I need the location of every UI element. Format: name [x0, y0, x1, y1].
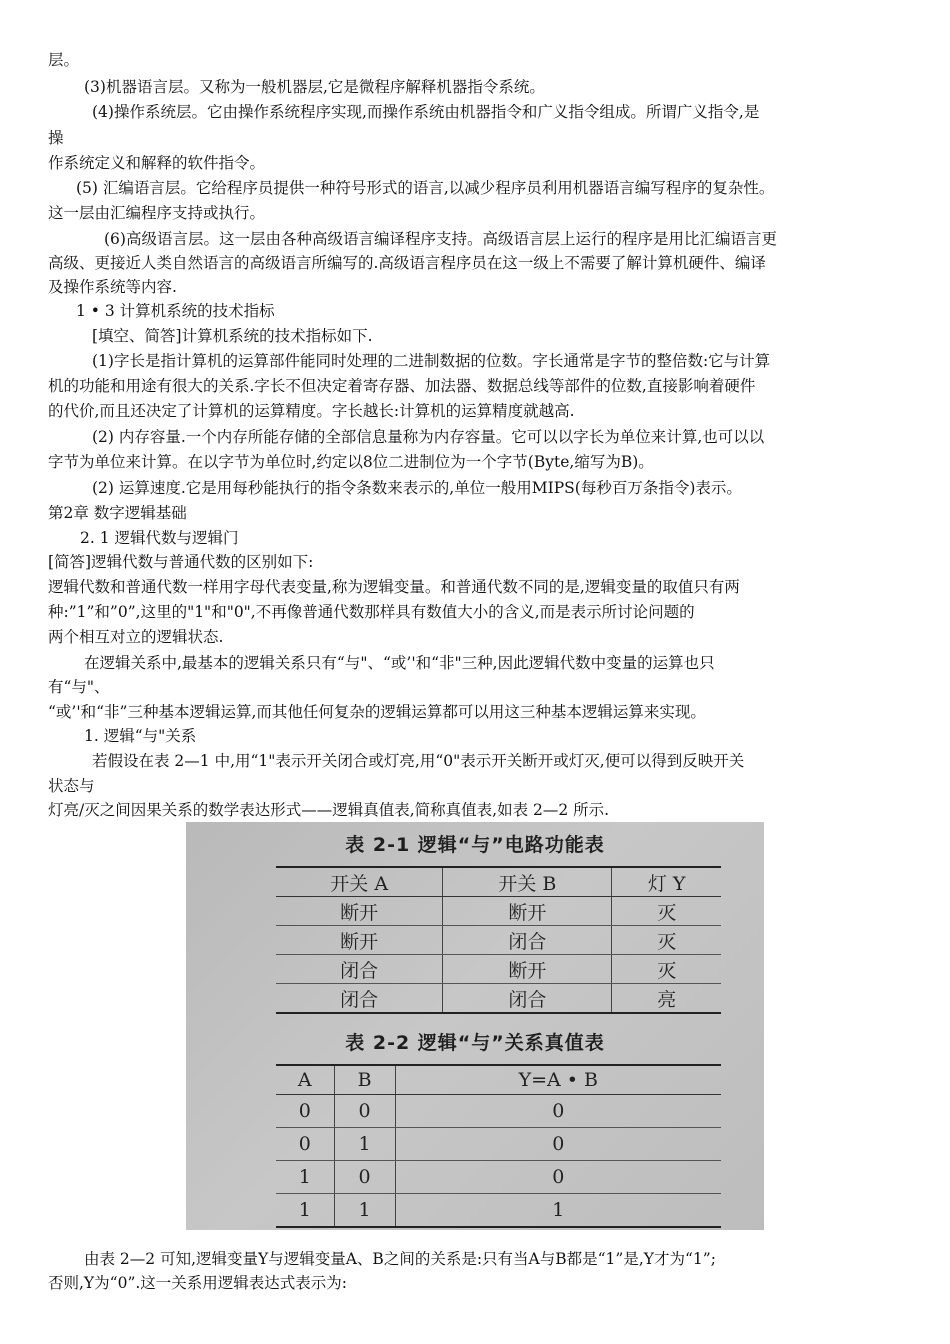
- table1-cell: 断开: [443, 955, 612, 984]
- text-line: (6)高级语言层。这一层由各种高级语言编译程序支持。高级语言层上运行的程序是用比汇编语言更: [104, 230, 777, 248]
- table1-cell: 断开: [276, 897, 443, 926]
- table1-cell: 断开: [276, 926, 443, 955]
- chapter-heading: 第2章 数字逻辑基础: [48, 504, 187, 522]
- table2-cell: 1: [298, 1199, 311, 1221]
- text-line: 这一层由汇编程序支持或执行。: [48, 204, 266, 222]
- table1-cell: 闭合: [276, 955, 443, 984]
- table2-cell: 0: [395, 1095, 721, 1128]
- text-line: 层。: [48, 51, 80, 69]
- text-line: (3)机器语言层。又称为一般机器层,它是微程序解释机器指令系统。: [84, 78, 545, 96]
- table1-title: 表 2-1 逻辑“与”电路功能表: [345, 834, 605, 856]
- text-line: “或’'和“非”三种基本逻辑运算,而其他任何复杂的逻辑运算都可以用这三种基本逻辑运算来实现。: [48, 703, 706, 721]
- section-heading: 1 • 3 计算机系统的技术指标: [76, 302, 275, 320]
- table2-cell: 0: [334, 1161, 395, 1194]
- text-line: 作系统定义和解释的软件指令。: [48, 154, 266, 172]
- text-line: [简答]逻辑代数与普通代数的区别如下:: [48, 553, 314, 571]
- text-line: (2) 运算速度.它是用每秒能执行的指令条数来表示的,单位一般用MIPS(每秒百万条指令)表示。: [92, 479, 742, 497]
- text-line: 及操作系统等内容.: [48, 278, 177, 296]
- table-photo: [186, 822, 764, 1230]
- subsection-heading: 1. 逻辑“与"关系: [84, 727, 197, 745]
- text-line: 操: [48, 129, 64, 147]
- table1-cell: 断开: [443, 897, 612, 926]
- text-line: 由表 2—2 可知,逻辑变量Y与逻辑变量A、B之间的关系是:只有当A与B都是“1”是,Y才为“1”;: [84, 1250, 716, 1268]
- text-line: 种:”1”和”0”,这里的"1"和"0",不再像普通代数那样具有数值大小的含义,而是表示所讨论问题的: [48, 603, 695, 621]
- text-line: 两个相互对立的逻辑状态.: [48, 628, 224, 646]
- table1-cell: 灭: [612, 897, 721, 926]
- text-line: 字节为单位来计算。在以字节为单位时,约定以8位二进制位为一个字节(Byte,缩写为B)。: [48, 453, 654, 471]
- table1: [276, 866, 721, 1014]
- text-line: (5) 汇编语言层。它给程序员提供一种符号形式的语言,以减少程序员利用机器语言编写程序的复杂性。: [76, 179, 775, 197]
- table1-cell: 闭合: [340, 988, 379, 1011]
- text-line: 机的功能和用途有很大的关系.字长不但决定着寄存器、加法器、数据总线等部件的位数,直接影响着硬件: [48, 377, 756, 395]
- section-heading: 2. 1 逻辑代数与逻辑门: [80, 529, 239, 547]
- table1-header: 开关 B: [443, 867, 612, 897]
- text-line: 若假设在表 2—1 中,用“1"表示开关闭合或灯亮,用“0"表示开关断开或灯灭,便可以得到反映开关: [92, 752, 745, 770]
- table2-header: Y=A • B: [395, 1065, 721, 1095]
- table2-header: B: [334, 1065, 395, 1095]
- text-line: (2) 内存容量.一个内存所能存储的全部信息量称为内存容量。它可以以字长为单位来计算,也可以以: [92, 428, 765, 446]
- table2-cell: 1: [395, 1194, 721, 1228]
- table2-cell: 1: [276, 1161, 334, 1194]
- text-line: 灯亮/灭之间因果关系的数学表达形式——逻辑真值表,简称真值表,如表 2—2 所示.: [48, 801, 610, 819]
- table2-cell: 1: [334, 1128, 395, 1161]
- text-line: [填空、简答]计算机系统的技术指标如下.: [92, 327, 373, 345]
- table2-cell: 0: [276, 1128, 334, 1161]
- text-line: 在逻辑关系中,最基本的逻辑关系只有“与"、“或’'和“非"三种,因此逻辑代数中变量的运算也只: [84, 654, 715, 672]
- text-line: 有“与"、: [48, 678, 110, 696]
- table1-header: 灯 Y: [612, 867, 721, 897]
- table2-cell: 1: [334, 1194, 395, 1228]
- text-line: 高级、更接近人类自然语言的高级语言所编写的.高级语言程序员在这一级上不需要了解计算机硬件、编译: [48, 254, 766, 272]
- table2-cell: 0: [276, 1095, 334, 1128]
- text-line: 的代价,而且还决定了计算机的运算精度。字长越长:计算机的运算精度就越高.: [48, 402, 575, 420]
- table2-title: 表 2-2 逻辑“与”关系真值表: [345, 1032, 605, 1054]
- table1-cell: 闭合: [443, 984, 612, 1014]
- table1-cell: 亮: [612, 984, 721, 1014]
- table1-cell: 灭: [612, 955, 721, 984]
- table2-cell: 0: [334, 1095, 395, 1128]
- table1-header: 开关 A: [276, 867, 443, 897]
- table2-cell: 0: [395, 1128, 721, 1161]
- text-line: (1)字长是指计算机的运算部件能同时处理的二进制数据的位数。字长通常是字节的整倍数:它与计算: [92, 352, 771, 370]
- text-line: 状态与: [48, 777, 95, 795]
- text-line: 否则,Y为“0”.这一关系用逻辑表达式表示为:: [48, 1274, 348, 1292]
- text-line: (4)操作系统层。它由操作系统程序实现,而操作系统由机器指令和广义指令组成。所谓广义指令,是: [92, 103, 760, 121]
- table2-cell: 0: [395, 1161, 721, 1194]
- table1-cell: 闭合: [443, 926, 612, 955]
- text-line: 逻辑代数和普通代数一样用字母代表变量,称为逻辑变量。和普通代数不同的是,逻辑变量的取值只有两: [48, 578, 740, 596]
- table1-cell: 灭: [612, 926, 721, 955]
- table2-header: A: [276, 1065, 334, 1095]
- table2: [276, 1064, 721, 1228]
